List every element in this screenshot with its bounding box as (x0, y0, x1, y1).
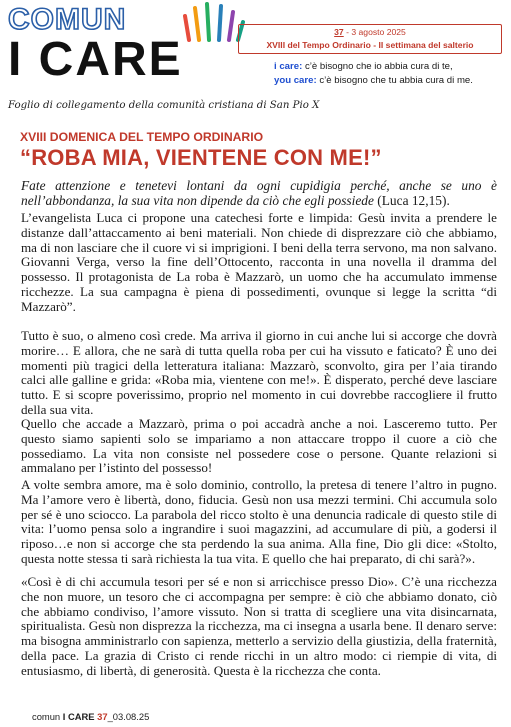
tag-i-care-label: i care: (274, 61, 303, 72)
issue-date-box (238, 24, 502, 54)
footer-prefix: comun (32, 711, 63, 722)
article-paragraph: Tutto è suo, o almeno così crede. Ma arriva il giorno in cui anche lui si accorge che dovrà morire… E allora, che ne sarà di tutta quella roba per cui ha vissuto e faticato? È uno dei momenti più tragici della letteratura italiana: Mazzarò, sconvolto, gira per l’aia tirando calci alle galline e grida: «Roba mia, vientene con me!». È disperato, perché deve lasciare tutto. E si scopre poverissimo, proprio nel momento in cui dovrebbe raccogliere il frutto della sua vita. (21, 328, 497, 417)
tag-i-care-text: c’è bisogno che io abbia cura di te, (302, 61, 453, 72)
article-paragraph: Quello che accade a Mazzarò, prima o poi accadrà anche a noi. Lasceremo tutto. Per questo siamo sapienti solo se impariamo a non attaccare troppo il cuore a ciò che possediamo. La vita non consiste nel possedere cose o persone. Quante relazioni si ammalano per l’istinto del possesso! (21, 416, 497, 476)
footer-title: I CARE (62, 711, 98, 722)
tagline (274, 60, 473, 88)
tag-you-care-text: c’è bisogno che tu abbia cura di me. (316, 75, 473, 86)
article-lead-quote (21, 178, 497, 208)
masthead-i-care: I CARE (8, 33, 183, 86)
article-kicker: XVIII DOMENICA DEL TEMPO ORDINARIO (20, 130, 264, 144)
article-headline: “ROBA MIA, VIENTENE CON ME!” (20, 145, 382, 170)
footer-date: _03.08.25 (107, 711, 150, 722)
masthead-comun: COMUN (8, 3, 127, 36)
page-footer (32, 711, 149, 722)
issue-date: - 3 agosto 2025 (343, 27, 406, 37)
article-paragraph: L’evangelista Luca ci propone una catechesi forte e limpida: Gesù invita a prendere le distanze dall’attaccamento ai beni materiali. Non chiede di disprezzare ciò che abbiamo, ma di non lasciare che il cuore vi si imprigioni. I beni della terra servono, ma non salvano. Giovanni Verga, verso la fine dell’Ottocento, racconta in una novella il dramma del possesso. Il protagonista de La roba è Mazzarò, un uomo che ha accumulato immense ricchezze. La sua campagna è piena di possedimenti, ovunque si legge la scritta “di Mazzarò”. (21, 210, 497, 314)
tag-you-care-label: you care: (274, 75, 317, 86)
issue-number[interactable]: 37 (334, 27, 344, 37)
lead-quote-reference: (Luca 12,15). (373, 193, 450, 209)
footer-number: 37 (97, 711, 108, 722)
lead-quote-text: Fate attenzione e tenetevi lontani da ogni cupidigia perché, anche se uno è nell’abbondanza, la sua vita non dipende da ciò che egli possiede (21, 178, 497, 209)
masthead-rays-logo (181, 2, 245, 42)
liturgical-week: XVIII del Tempo Ordinario - II settimana del salterio (266, 40, 474, 50)
article-paragraph: «Così è di chi accumula tesori per sé e non si arricchisce presso Dio». C’è una ricchezza che non muore, un tesoro che ci accompagna per sempre: è ciò che abbiamo donato, ciò che abbiamo condiviso, l’amore vissuto. Non si tratta di scegliere una vita disincarnata, spiritualista. Gesù non disprezza la ricchezza, ma ci insegna a usarla bene. Il denaro serve: ma bisogna amministrarlo con sapienza, metterlo a servizio della giustizia, della fraternità, della pace. La grazia di Cristo ci rende ricchi in un altro modo: ci riempie di vita, di entusiasmo, di libertà, di generosità. Questa è la ricchezza che conta. (21, 574, 497, 678)
masthead-subtitle: Foglio di collegamento della comunità cristiana di San Pio X (8, 100, 320, 111)
article-paragraph: A volte sembra amore, ma è solo dominio, controllo, la pretesa di tenere l’altro in pugno. Ma l’amore vero è libertà, dono, fiducia. Gesù non usa mezzi termini. Chi accumula solo per sé è uno sciocco. La parabola del ricco stolto è una denuncia radicale di questo stile di vita: l’uomo pensa solo a ingrandire i suoi magazzini, ad accumulare di più, a godersi il riposo…e non si accorge che sta perdendo la sua anima. Alla fine, Dio gli dice: «Stolto, questa notte stessa ti sarà richiesta la tua vita. E quello che hai preparato, di chi sarà?». (21, 477, 497, 566)
